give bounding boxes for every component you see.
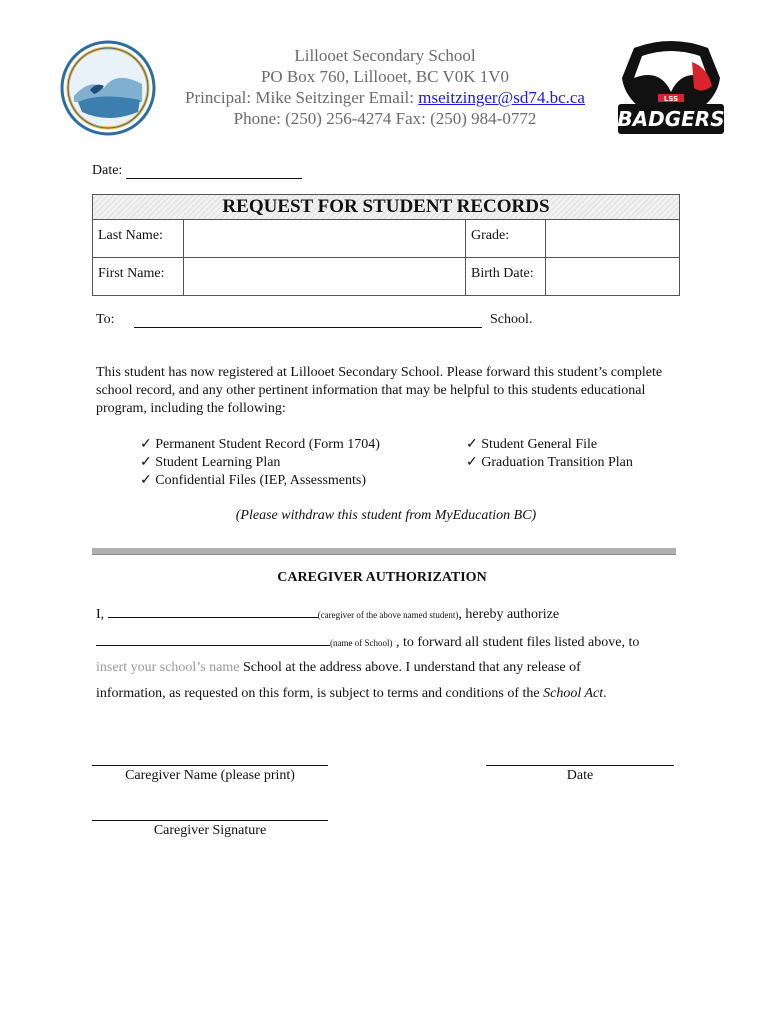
badgers-logo-icon bbox=[612, 38, 730, 142]
school-note: (name of School) bbox=[330, 638, 393, 648]
table-row bbox=[93, 258, 679, 295]
caregiver-name-label: Caregiver Name (please print) bbox=[125, 768, 295, 783]
caregiver-signature-line[interactable] bbox=[92, 820, 328, 821]
school-act: School Act bbox=[543, 686, 604, 701]
school-header bbox=[160, 45, 610, 129]
caregiver-signature-label: Caregiver Signature bbox=[153, 823, 267, 838]
principal-line bbox=[160, 87, 610, 108]
withdraw-note: (Please withdraw this student from MyEducation BC) bbox=[235, 508, 537, 523]
caregiver-name-line[interactable] bbox=[92, 765, 328, 766]
email-link[interactable]: mseitzinger@sd74.bc.ca bbox=[418, 88, 585, 107]
to-school-field[interactable] bbox=[134, 327, 482, 328]
principal-label: Principal: Mike Seitzinger Email: bbox=[185, 88, 419, 107]
logo-text: BADGERS bbox=[617, 107, 725, 131]
to-label: To: bbox=[96, 312, 115, 327]
list-item: ✓ Permanent Student Record (Form 1704) bbox=[140, 437, 380, 452]
school-name-field[interactable] bbox=[96, 633, 330, 646]
birth-date-label: Birth Date: bbox=[466, 258, 546, 295]
school-label: School. bbox=[490, 312, 533, 327]
student-info-table bbox=[92, 194, 680, 296]
first-name-field[interactable] bbox=[184, 258, 466, 295]
table-row bbox=[93, 220, 679, 258]
first-name-label: First Name: bbox=[93, 258, 184, 295]
list-item: ✓ Confidential Files (IEP, Assessments) bbox=[140, 473, 367, 488]
authorization-line-4 bbox=[96, 686, 607, 702]
auth-prefix: I, bbox=[96, 607, 108, 622]
phone-fax: Phone: (250) 256-4274 Fax: (250) 984-0772 bbox=[233, 109, 537, 128]
school-address: PO Box 760, Lillooet, BC V0K 1V0 bbox=[260, 67, 510, 86]
auth-line4-prefix: information, as requested on this form, is subject to terms and conditions of the bbox=[96, 686, 544, 701]
school-placeholder[interactable]: insert your school’s name bbox=[96, 660, 240, 675]
authorization-line-3 bbox=[96, 660, 581, 676]
school-name: Lillooet Secondary School bbox=[294, 46, 476, 65]
date-row bbox=[92, 163, 302, 179]
authorization-line-1 bbox=[96, 605, 559, 623]
section-divider bbox=[92, 548, 676, 555]
auth-line4-suffix: . bbox=[603, 686, 607, 701]
to-row bbox=[96, 312, 656, 332]
last-name-field[interactable] bbox=[184, 220, 466, 257]
request-paragraph: This student has now registered at Lillooet Secondary School. Please forward this student’s complete school record, and any other pertinent information that may be helpful to this students educational program, including the following: bbox=[96, 365, 663, 416]
checklist-right bbox=[466, 436, 633, 472]
date-signature-label: Date bbox=[566, 768, 594, 783]
grade-label: Grade: bbox=[466, 220, 546, 257]
list-item: ✓ Student General File bbox=[466, 437, 598, 452]
auth-suffix: , hereby authorize bbox=[458, 607, 560, 622]
authorization-title: CAREGIVER AUTHORIZATION bbox=[277, 570, 487, 585]
list-item: ✓ Graduation Transition Plan bbox=[466, 455, 633, 470]
date-label: Date: bbox=[92, 163, 123, 178]
date-line[interactable] bbox=[486, 765, 674, 766]
auth-line2-suffix: , to forward all student files listed above, to bbox=[392, 635, 640, 650]
district-seal-icon bbox=[60, 40, 156, 136]
birth-date-field[interactable] bbox=[546, 258, 679, 295]
form-title: REQUEST FOR STUDENT RECORDS bbox=[93, 195, 679, 220]
date-field[interactable] bbox=[126, 164, 302, 179]
checklist-left bbox=[140, 436, 380, 490]
caregiver-name-field[interactable] bbox=[108, 605, 318, 618]
list-item: ✓ Student Learning Plan bbox=[140, 455, 281, 470]
grade-field[interactable] bbox=[546, 220, 679, 257]
caregiver-note: (caregiver of the above named student) bbox=[317, 610, 459, 620]
auth-line3-suffix: School at the address above. I understand that any release of bbox=[239, 660, 581, 675]
authorization-line-2 bbox=[96, 633, 639, 651]
last-name-label: Last Name: bbox=[93, 220, 184, 257]
logo-small-text: LSS bbox=[663, 95, 679, 103]
